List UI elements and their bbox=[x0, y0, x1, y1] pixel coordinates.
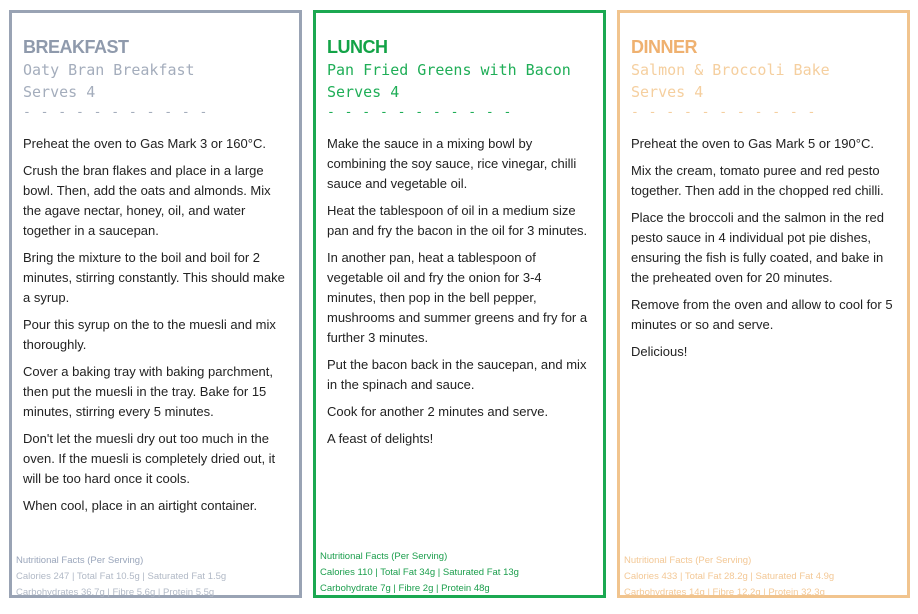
nutrition-line: Calories 433 | Total Fat 28.2g | Saturated Fat 4.9g bbox=[624, 571, 835, 582]
recipe-step: Put the bacon back in the saucepan, and mix in the spinach and sauce. bbox=[327, 357, 587, 392]
recipe-step: In another pan, heat a tablespoon of vegetable oil and fry the onion for 3-4 minutes, then pop in the bell pepper, mushrooms and summer greens and fry for a further 3 minutes. bbox=[327, 250, 588, 345]
recipe-card-breakfast bbox=[9, 10, 302, 598]
recipe-step: Cook for another 2 minutes and serve. bbox=[327, 404, 549, 419]
meal-heading: BREAKFAST bbox=[23, 37, 129, 57]
recipe-step: Crush the bran flakes and place in a large bowl. Then, add the oats and almonds. Mix the agave nectar, honey, oil, and water together in a saucepan. bbox=[23, 163, 271, 238]
recipe-card-lunch bbox=[313, 10, 606, 598]
recipe-step: Mix the cream, tomato puree and red pesto together. Then add in the chopped red chilli. bbox=[631, 163, 884, 198]
recipe-title: Pan Fried Greens with Bacon bbox=[327, 61, 571, 79]
recipe-steps bbox=[631, 134, 895, 369]
nutrition-heading: Nutritional Facts (Per Serving) bbox=[320, 551, 448, 562]
nutrition-line: Carbohydrate 7g | Fibre 2g | Protein 48g bbox=[320, 583, 490, 594]
serves-label: Serves 4 bbox=[327, 83, 400, 101]
recipe-title: Salmon & Broccoli Bake bbox=[631, 61, 830, 79]
dashed-divider: - - - - - - - - - - - bbox=[631, 105, 817, 120]
recipe-step: Cover a baking tray with baking parchment, then put the muesli in the tray. Bake for 15 minutes, stirring every 5 minutes. bbox=[23, 364, 274, 419]
recipe-step: Bring the mixture to the boil and boil for 2 minutes, stirring constantly. This should make a syrup. bbox=[23, 250, 285, 305]
recipe-steps bbox=[23, 134, 287, 523]
meal-heading: LUNCH bbox=[327, 37, 388, 57]
nutrition-line: Carbohydrates 14g | Fibre 12.2g | Protein 32.3g bbox=[624, 587, 825, 598]
dashed-divider: - - - - - - - - - - - bbox=[327, 105, 513, 120]
recipe-step: Preheat the oven to Gas Mark 5 or 190°C. bbox=[631, 136, 874, 151]
recipe-step: When cool, place in an airtight container. bbox=[23, 498, 258, 513]
nutrition-line: Carbohydrates 36.7g | Fibre 5.6g | Protein 5.5g bbox=[16, 587, 215, 598]
recipe-step: Heat the tablespoon of oil in a medium size pan and fry the bacon in the oil for 3 minutes. bbox=[327, 203, 588, 238]
meal-heading: DINNER bbox=[631, 37, 698, 57]
recipe-step: Pour this syrup on the to the muesli and mix thoroughly. bbox=[23, 317, 276, 352]
recipe-card-dinner bbox=[617, 10, 910, 598]
recipe-step: A feast of delights! bbox=[327, 431, 434, 446]
recipe-step: Make the sauce in a mixing bowl by combining the soy sauce, rice vinegar, chilli sauce and vegetable oil. bbox=[327, 136, 577, 191]
nutrition-facts bbox=[624, 553, 901, 601]
recipe-step: Preheat the oven to Gas Mark 3 or 160°C. bbox=[23, 136, 266, 151]
recipe-step: Don't let the muesli dry out too much in the oven. If the muesli is completely dried out, it will be too hard once it cools. bbox=[23, 431, 276, 486]
recipe-step: Place the broccoli and the salmon in the red pesto sauce in 4 individual pot pie dishes, ensuring the fish is fully coated, and bake in the preheated oven for 20 minutes. bbox=[631, 210, 884, 285]
recipe-steps bbox=[327, 134, 591, 456]
recipe-title: Oaty Bran Breakfast bbox=[23, 61, 195, 79]
nutrition-line: Calories 110 | Total Fat 34g | Saturated Fat 13g bbox=[320, 567, 519, 578]
nutrition-line: Calories 247 | Total Fat 10.5g | Saturated Fat 1.5g bbox=[16, 571, 227, 582]
nutrition-heading: Nutritional Facts (Per Serving) bbox=[624, 555, 752, 566]
nutrition-facts bbox=[16, 553, 293, 601]
dashed-divider: - - - - - - - - - - - bbox=[23, 105, 209, 120]
recipe-step: Delicious! bbox=[631, 344, 688, 359]
nutrition-facts bbox=[320, 549, 597, 597]
recipe-step: Remove from the oven and allow to cool for 5 minutes or so and serve. bbox=[631, 297, 893, 332]
serves-label: Serves 4 bbox=[23, 83, 96, 101]
nutrition-heading: Nutritional Facts (Per Serving) bbox=[16, 555, 144, 566]
serves-label: Serves 4 bbox=[631, 83, 704, 101]
